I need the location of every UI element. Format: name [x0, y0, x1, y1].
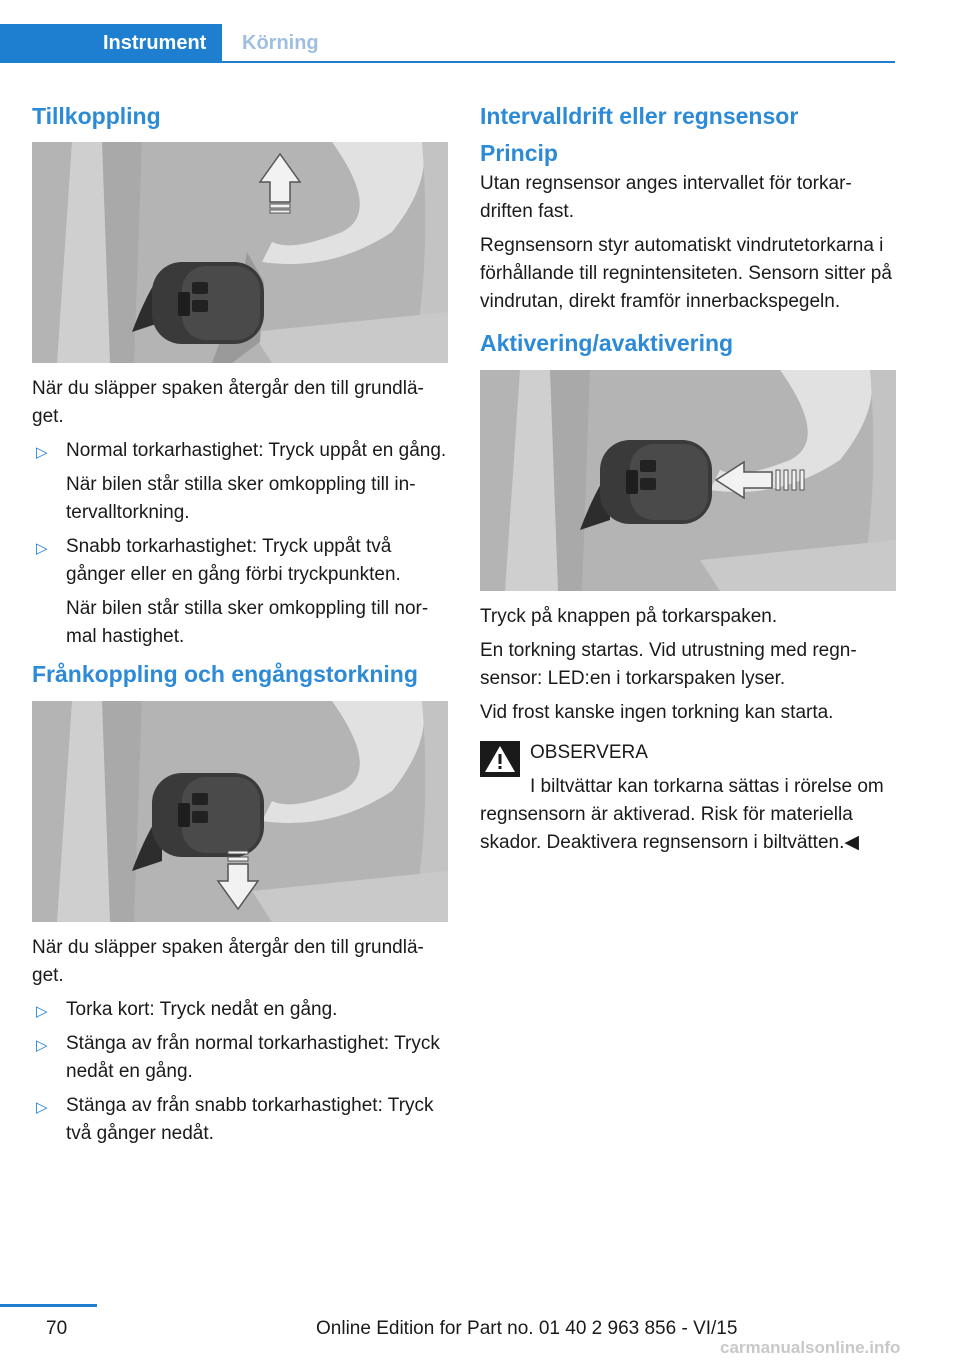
principle-paragraph-1: Utan regnsensor anges intervallet för torkardriften fast. [480, 173, 852, 222]
section2-caption: När du släpper spaken återgår den till grundläget. [32, 937, 424, 986]
activation-paragraph-1: Tryck på knappen på torkarspaken. [480, 606, 778, 627]
tab-korning-label: Körning [242, 32, 319, 54]
list-item-text: Normal torkarhastighet: Tryck uppåt en gång. [66, 440, 447, 461]
lever-press-illustration [480, 370, 896, 591]
page-number: 70 [46, 1318, 68, 1339]
right-column [480, 100, 896, 857]
list-item-text: Stänga av från normal torkarhastighet: Tryck nedåt en gång. [66, 1033, 440, 1082]
list-item [32, 996, 448, 1024]
warning-triangle-icon [480, 741, 520, 777]
list-item [32, 1092, 448, 1148]
list-item [32, 1030, 448, 1086]
triangle-bullet-icon: ▷ [36, 1003, 48, 1020]
header [0, 0, 960, 64]
tab-instrument[interactable] [0, 24, 222, 62]
triangle-bullet-icon: ▷ [36, 540, 48, 557]
left-column [32, 100, 448, 1156]
triangle-bullet-icon: ▷ [36, 1099, 48, 1116]
lever-down-illustration [32, 701, 448, 922]
figure-lever-down [32, 701, 448, 922]
list-item [32, 437, 448, 527]
edition-text: Online Edition for Part no. 01 40 2 963 856 - VI/15 [316, 1318, 738, 1339]
figure-lever-press [480, 370, 896, 591]
section-title-tillkoppling: Tillkoppling [32, 103, 161, 129]
principle-paragraph-2: Regnsensorn styr automatiskt vindrutetorkarna i förhållande till regnintensiteten. Sensorn sitter på vindrutan, direkt framför innerbackspegeln. [480, 235, 892, 312]
activation-paragraph-2: En torkning startas. Vid utrustning med regnsensor: LED:en i torkarspaken lyser. [480, 640, 857, 689]
tab-instrument-label: Instrument [103, 32, 207, 54]
figure-lever-up [32, 142, 448, 363]
section1-caption: När du släpper spaken återgår den till grundläget. [32, 378, 424, 427]
footer-rule [0, 1304, 97, 1307]
lever-up-illustration [32, 142, 448, 363]
warning-title: OBSERVERA [530, 742, 648, 763]
header-rule [0, 61, 895, 63]
subsection-title-princip: Princip [480, 140, 558, 166]
triangle-bullet-icon: ▷ [36, 1037, 48, 1054]
list-item-sub: När bilen står stilla sker omkoppling till normal hastighet. [66, 598, 429, 647]
section-title-frankoppling: Frånkoppling och engångstorkning [32, 661, 418, 687]
activation-paragraph-3: Vid frost kanske ingen torkning kan starta. [480, 702, 834, 723]
list-item-sub: När bilen står stilla sker omkoppling till intervalltorkning. [66, 474, 416, 523]
section2-list [32, 996, 448, 1148]
warning-body: I biltvättar kan torkarna sättas i rörelse om regnsensorn är aktiverad. Risk för materiella skador. Deaktivera regnsensorn i biltvätten.◀ [480, 776, 884, 853]
list-item [32, 533, 448, 651]
subsection-title-aktivering: Aktivering/avaktivering [480, 330, 734, 356]
tab-korning[interactable] [222, 24, 352, 62]
section1-list [32, 437, 448, 651]
section-title-intervalldrift: Intervalldrift eller regnsensor [480, 103, 799, 129]
watermark: carmanualsonline.info [720, 1338, 901, 1357]
list-item-text: Stänga av från snabb torkarhastighet: Tryck två gånger nedåt. [66, 1095, 434, 1144]
list-item-text: Torka kort: Tryck nedåt en gång. [66, 999, 338, 1020]
list-item-text: Snabb torkarhastighet: Tryck uppåt två gånger eller en gång förbi tryckpunkten. [66, 536, 401, 585]
warning-box [480, 739, 896, 857]
triangle-bullet-icon: ▷ [36, 444, 48, 461]
